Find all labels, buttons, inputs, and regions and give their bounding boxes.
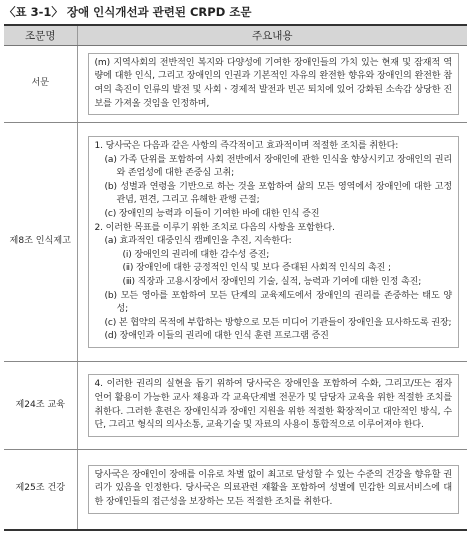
clause-line: (b) 모든 영아를 포함하여 모든 단계의 교육제도에서 장애인의 권리를 존중하는 태도 양성;: [104, 290, 452, 315]
table-row-article-8: [4, 123, 467, 362]
article-8-text: [88, 136, 460, 348]
table-row-article-24: [4, 362, 467, 450]
column-header-content: 주요내용: [77, 25, 467, 46]
column-header-article: 조문명: [4, 25, 77, 46]
preamble-text: (m) 지역사회의 전반적인 복지와 다양성에 기여한 장애인들의 가치 있는 현재 및 잠재적 역량에 대한 인식, 그리고 장애인의 인권과 기본적인 자유의 완전한 향유와 장애인의 완전한 참여의 촉진이 인류의 발전 및 사회ㆍ경제적 발전과 빈곤 퇴치에 있어 강화된 소속감 상당한 진보를 가져올 것임을 인정하며,: [88, 53, 460, 115]
article-content: [77, 123, 467, 362]
clause-line: (d) 장애인과 이들의 권리에 대한 인식 훈련 프로그램 증진: [104, 331, 329, 342]
article-name: 서문: [4, 46, 77, 123]
clause-line: 2. 이러한 목표를 이루기 위한 조치로 다음의 사항을 포함한다.: [94, 222, 335, 233]
clause-line: (a) 가족 단위를 포함하여 사회 전반에서 장애인에 관한 인식을 향상시키고 장애인의 권리와 존엄성에 대한 존중심 고취;: [104, 154, 452, 179]
article-name: 제8조 인식제고: [4, 123, 77, 362]
article-content: [77, 362, 467, 450]
article-content: [77, 46, 467, 123]
clause-line: (ⅲ) 직장과 고용시장에서 장애인의 기술, 실적, 능력과 기여에 대한 인정 촉진;: [122, 276, 422, 287]
table-row-article-25: [4, 450, 467, 530]
article-name: 제25조 건강: [4, 450, 77, 530]
article-name: 제24조 교육: [4, 362, 77, 450]
article-24-text: 4. 이러한 권리의 실현을 돕기 위하여 당사국은 장애인을 포함하여 수화, 그리고/또는 점자 언어 활용이 가능한 교사 채용과 각 교육단계별 전문가 및 담당자 교육을 위한 적절한 조치를 취한다. 그러한 훈련은 장애인식과 장애인 지원을 위한 적절한 확장적이고 대안적인 방식, 수단, 그리고 형식의 의사소통, 교육기술 및 자료의 사용이 통합적으로 이루어져야 한다.: [88, 374, 460, 436]
article-content: [77, 450, 467, 530]
clause-line: (a) 효과적인 대중인식 캠페인을 추진, 지속한다:: [104, 236, 292, 247]
clause-line: (c) 장애인의 능력과 이들이 기여한 바에 대한 인식 증진: [104, 209, 320, 220]
clause-line: (ⅱ) 장애인에 대한 긍정적인 인식 및 보다 증대된 사회적 인식의 촉진 ;: [122, 263, 391, 274]
table-caption: 〈표 3-1〉 장애 인식개선과 관련된 CRPD 조문: [4, 5, 252, 19]
clause-line: (ⅰ) 장애인의 권리에 대한 감수성 증진;: [122, 249, 270, 260]
crpd-article-table: [4, 24, 467, 531]
clause-line: (b) 성별과 연령을 기반으로 하는 것을 포함하여 삶의 모든 영역에서 장애인에 대한 고정관념, 편견, 그리고 유해한 관행 근절;: [104, 181, 452, 206]
clause-line: (c) 본 협약의 목적에 부합하는 방향으로 모든 미디어 기관들이 장애인을 묘사하도록 권장;: [104, 317, 452, 328]
table-header-row: [4, 25, 467, 46]
clause-line: 1. 당사국은 다음과 같은 사항의 즉각적이고 효과적이며 적절한 조치를 취한다:: [94, 141, 399, 152]
table-row-preamble: [4, 46, 467, 123]
article-25-text: 당사국은 장애인이 장애를 이유로 차별 없이 최고로 달성할 수 있는 수준의 건강을 향유할 권리가 있음을 인정한다. 당사국은 의료관련 재활을 포함하여 성별에 민감한 의료서비스에 대한 장애인들의 접근성을 보장하는 모든 적절한 조치를 취한다.: [88, 465, 460, 514]
